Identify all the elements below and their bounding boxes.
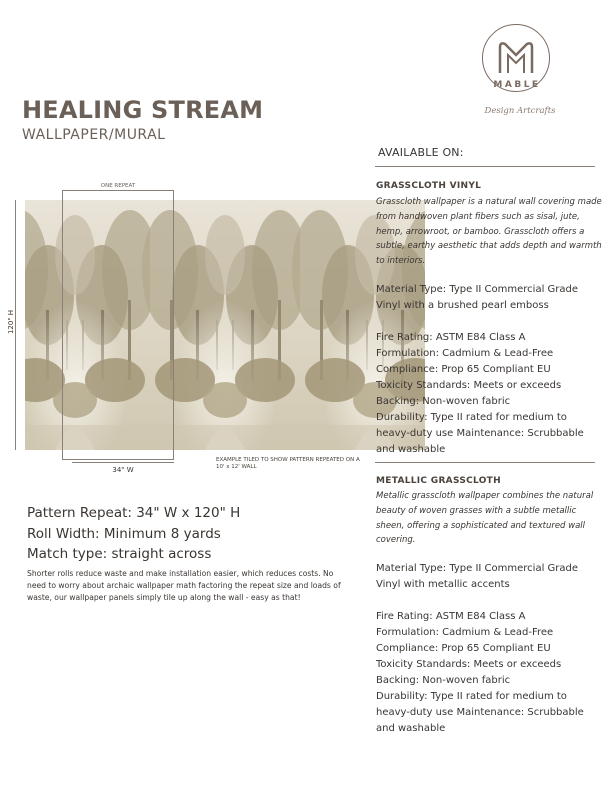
roll-width: Roll Width: Minimum 8 yards bbox=[27, 526, 221, 542]
spec-fire-rating: Fire Rating: ASTM E84 Class A bbox=[376, 611, 526, 622]
width-dimension-line bbox=[72, 462, 174, 463]
one-repeat-label: ONE REPEAT bbox=[100, 183, 136, 189]
spec-formulation: Formulation: Cadmium & Lead-Free bbox=[376, 627, 554, 638]
available-on-heading: AVAILABLE ON: bbox=[378, 146, 464, 159]
metallic-grasscloth-specs bbox=[376, 609, 602, 737]
logo-wordmark: MABLE bbox=[493, 80, 541, 90]
divider bbox=[375, 166, 595, 167]
pattern-description: Shorter rolls reduce waste and make installation easier, which reduces costs. No need to worry about archaic wallpaper math factoring the repeat size and loads of waste, our wallpaper panels simply tile up along the wall - easy as that! bbox=[27, 569, 341, 602]
height-label: 120" H bbox=[7, 309, 16, 335]
spec-fire-rating: Fire Rating: ASTM E84 Class A bbox=[376, 332, 526, 343]
spec-compliance: Compliance: Prop 65 Compliant EU bbox=[376, 643, 551, 654]
spec-backing: Backing: Non-woven fabric bbox=[376, 675, 511, 686]
match-type: Match type: straight across bbox=[27, 546, 212, 562]
width-label: 34" W bbox=[112, 466, 134, 474]
divider bbox=[375, 462, 595, 463]
metallic-grasscloth-material: Material Type: Type II Commercial Grade Vinyl with metallic accents bbox=[376, 563, 579, 590]
tile-example-note: EXAMPLE TILED TO SHOW PATTERN REPEATED ON A 10' x 12' WALL bbox=[216, 457, 360, 470]
spec-toxicity: Toxicity Standards: Meets or exceeds bbox=[376, 659, 562, 670]
grasscloth-vinyl-material: Material Type: Type II Commercial Grade Vinyl with a brushed pearl emboss bbox=[376, 284, 579, 311]
grasscloth-vinyl-description: Grasscloth wallpaper is a natural wall covering made from handwoven plant fibers such as sisal, jute, hemp, arrowroot, or bamboo. Grasscloth offers a subtle, earthy aesthetic that adds depth and warmth to interiors. bbox=[376, 197, 602, 267]
spec-formulation: Formulation: Cadmium & Lead-Free bbox=[376, 348, 554, 359]
grasscloth-vinyl-title: GRASSCLOTH VINYL bbox=[376, 181, 482, 191]
spec-durability: Durability: Type II rated for medium to heavy-duty use Maintenance: Scrubbable and washable bbox=[376, 412, 584, 455]
metallic-grasscloth-description: Metallic grasscloth wallpaper combines the natural beauty of woven grasses with a subtle metallic sheen, offering a sophisticated and textured wall covering. bbox=[376, 491, 594, 546]
spec-toxicity: Toxicity Standards: Meets or exceeds bbox=[376, 380, 562, 391]
pattern-repeat: Pattern Repeat: 34" W x 120" H bbox=[27, 505, 241, 521]
logo-tagline: Design Artcrafts bbox=[484, 106, 556, 116]
grasscloth-vinyl-specs bbox=[376, 330, 602, 458]
metallic-grasscloth-title: METALLIC GRASSCLOTH bbox=[376, 476, 501, 486]
page-subtitle: WALLPAPER/MURAL bbox=[22, 127, 166, 143]
spec-backing: Backing: Non-woven fabric bbox=[376, 396, 511, 407]
repeat-outline bbox=[62, 190, 174, 460]
height-dimension-line bbox=[15, 200, 16, 450]
spec-compliance: Compliance: Prop 65 Compliant EU bbox=[376, 364, 551, 375]
spec-durability: Durability: Type II rated for medium to heavy-duty use Maintenance: Scrubbable and washable bbox=[376, 691, 584, 734]
page-title: HEALING STREAM bbox=[22, 96, 264, 124]
